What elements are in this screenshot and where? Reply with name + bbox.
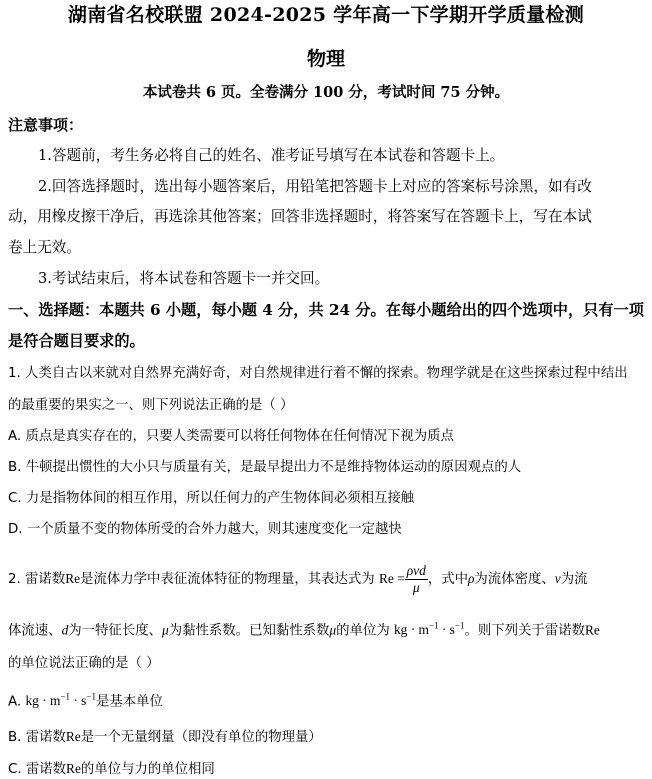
fraction-numerator: ρvd — [406, 563, 426, 579]
q2-line2-a: 体流速、 — [8, 623, 62, 639]
q2-stem-b: 是流体力学中表征流体特征的物理量，其表达式为 — [80, 572, 375, 587]
q2-line2-d: 的单位为 — [336, 623, 390, 639]
reynolds-fraction — [405, 563, 428, 595]
q1-option-a: A. 质点是真实存在的，只要人类需要可以将任何物体在任何情况下视为质点 — [8, 429, 454, 444]
q1-option-c: C. 力是指物体间的相互作用，所以任何力的产生物体间必须相互接触 — [8, 491, 415, 506]
section-heading-line-2: 是符合题目要求的。 — [8, 332, 145, 350]
unit-kg-m: kg · m — [393, 622, 429, 638]
q2-stem-e: 为流 — [560, 572, 588, 587]
q2-option-a — [8, 693, 163, 709]
notice-item-2-line-1: 2.回答选择题时，选出每小题答案后，用铅笔把答题卡上对应的答案标号涂黑，如有改 — [38, 178, 592, 195]
v-symbol: v — [554, 571, 561, 586]
re-symbol: Re — [65, 571, 81, 586]
viscosity-unit — [394, 622, 465, 637]
re-symbol-2: Re — [585, 622, 600, 638]
option-b-prefix: B. 雷诺数 — [8, 730, 66, 745]
q1-option-d: D. 一个质量不变的物体所受的合外力越大，则其速度变化一定越快 — [8, 522, 402, 537]
q2-stem-line-3: 的单位说法正确的是（ ） — [8, 656, 160, 671]
q2-line2-c: 为黏性系数。已知黏性系数 — [168, 623, 330, 639]
option-a-exp-1: −1 — [60, 692, 70, 702]
option-a-exp-2: −1 — [86, 692, 96, 702]
rho-symbol: ρ — [467, 571, 475, 586]
q1-stem-line-2: 的最重要的果实之一、则下列说法正确的是（ ） — [8, 398, 294, 413]
notice-item-2-line-2: 动，用橡皮擦干净后，再选涂其他答案；回答非选择题时，将答案写在答题卡上，写在本试 — [8, 208, 592, 225]
fraction-denominator: μ — [412, 579, 420, 595]
option-a-suffix: 是基本单位 — [95, 694, 163, 710]
mu-symbol-2: μ — [329, 622, 337, 638]
notice-item-2-line-3: 卷上无效。 — [8, 239, 81, 256]
unit-exp-1: −1 — [428, 621, 439, 631]
unit-s: · s — [438, 622, 455, 638]
q1-stem-line-1: 1. 人类自古以来就对自然界充满好奇，对自然规律进行着不懈的探索。物理学就是在这些探索过程中结出 — [8, 366, 628, 381]
q2-option-b — [8, 730, 322, 744]
q2-stem-d: 为流体密度、 — [474, 572, 555, 587]
exam-title: 湖南省名校联盟 2024-2025 学年高一下学期开学质量检测 — [67, 4, 585, 26]
q2-stem-c: ，式中 — [427, 572, 468, 587]
d-symbol: d — [61, 622, 69, 638]
option-a-unit-kg-m: kg · m — [25, 693, 61, 709]
q2-line2-e: 。则下列关于雷诺数 — [464, 623, 585, 639]
unit-exp-2: −1 — [454, 621, 465, 631]
section-heading-line-1: 一、选择题：本题共 6 小题，每小题 4 分，共 24 分。在每小题给出的四个选项中，只有一项 — [8, 301, 644, 319]
option-b-re: Re — [65, 729, 81, 744]
q2-line2-b: 为一特征长度、 — [68, 623, 162, 639]
subject-title: 物理 — [306, 48, 345, 70]
formula-lhs: Re = — [378, 571, 405, 586]
option-c-re: Re — [66, 761, 81, 776]
option-c-text: 的单位与力的单位相同 — [80, 762, 215, 777]
notice-heading: 注意事项： — [8, 116, 84, 134]
option-c-prefix: C. 雷诺数 — [8, 762, 67, 777]
option-a-unit — [25, 693, 96, 708]
notice-item-1: 1.答题前，考生务必将自己的姓名、准考证号填写在本试卷和答题卡上。 — [38, 147, 505, 164]
q2-stem-a: 2. 雷诺数 — [8, 572, 66, 587]
q2-stem-line-1 — [8, 556, 588, 603]
q1-option-b: B. 牛顿提出惯性的大小只与质量有关，是最早提出力不是维持物体运动的原因观点的人 — [8, 460, 522, 475]
option-a-unit-s: · s — [70, 693, 87, 709]
mu-symbol: μ — [162, 622, 169, 638]
q2-stem-line-2 — [8, 622, 600, 638]
notice-item-3: 3.考试结束后，将本试卷和答题卡一并交回。 — [38, 270, 330, 287]
exam-info: 本试卷共 6 页。全卷满分 100 分，考试时间 75 分钟。 — [142, 84, 510, 101]
option-b-text: 是一个无量纲量（即没有单位的物理量） — [80, 730, 322, 745]
q2-option-c — [8, 762, 215, 776]
option-a-prefix: A. — [8, 694, 22, 710]
